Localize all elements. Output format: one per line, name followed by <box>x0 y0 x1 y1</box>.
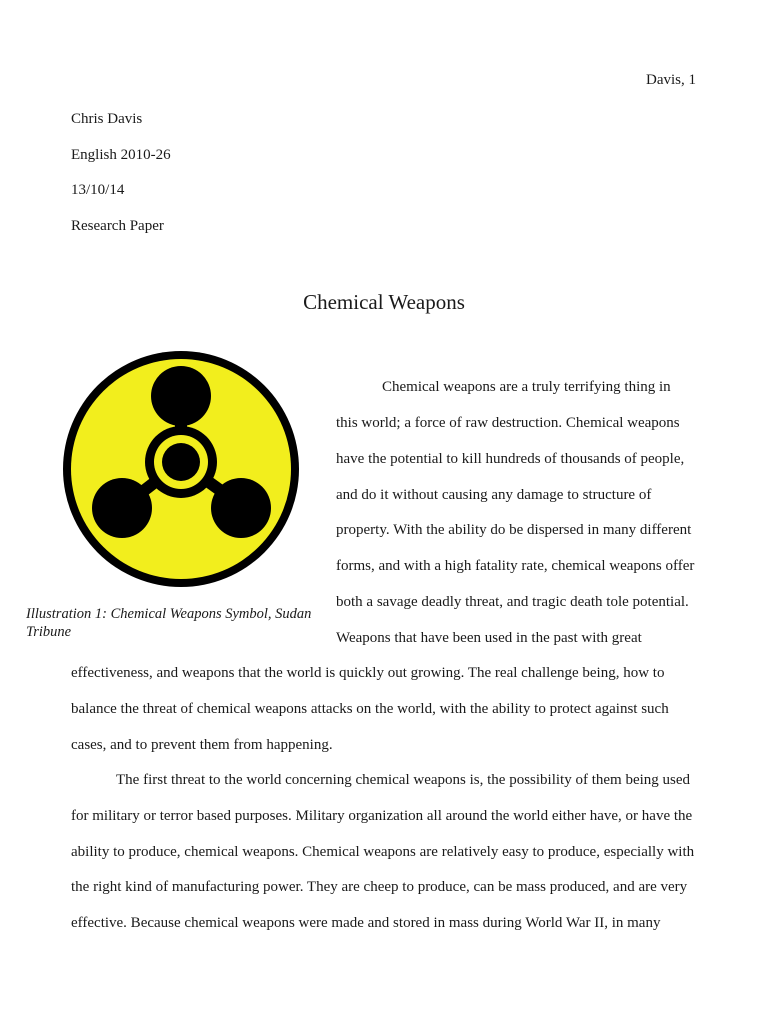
paragraph-line: for military or terror based purposes. Military organization all around the world either have, or have the <box>71 808 693 824</box>
date: 13/10/14 <box>71 182 125 198</box>
paragraph-line: effective. Because chemical weapons were made and stored in mass during World War II, in many <box>71 915 661 931</box>
paragraph-line: balance the threat of chemical weapons attacks on the world, with the ability to protect against such <box>71 701 669 717</box>
paragraph-line: Weapons that have been used in the past with great <box>336 630 642 646</box>
paragraph-line: The first threat to the world concerning chemical weapons is, the possibility of them being used <box>116 772 691 788</box>
author-name: Chris Davis <box>71 111 143 127</box>
page-number: Davis, 1 <box>646 72 696 88</box>
paragraph-line: cases, and to prevent them from happening. <box>71 737 333 753</box>
page-title: Chemical Weapons <box>303 290 465 314</box>
paragraph-line: Chemical weapons are a truly terrifying thing in <box>382 379 671 395</box>
paragraph-line: the right kind of manufacturing power. They are cheep to produce, can be mass produced, and are very <box>71 879 688 895</box>
course-name: English 2010-26 <box>71 147 171 163</box>
chemical-weapons-symbol-icon <box>62 346 300 592</box>
assignment-type: Research Paper <box>71 218 164 234</box>
paragraph-line: effectiveness, and weapons that the world is quickly out growing. The real challenge being, how to <box>71 665 665 681</box>
paragraph-line: have the potential to kill hundreds of thousands of people, <box>336 451 685 467</box>
paragraph-line: property. With the ability do be dispersed in many different <box>336 522 692 538</box>
paragraph-line: ability to produce, chemical weapons. Chemical weapons are relatively easy to produce, especially with <box>71 844 695 860</box>
paragraph-line: this world; a force of raw destruction. Chemical weapons <box>336 415 680 431</box>
paragraph-line: forms, and with a high fatality rate, chemical weapons offer <box>336 558 695 574</box>
paragraph-line: and do it without causing any damage to structure of <box>336 487 652 503</box>
paragraph-line: both a savage deadly threat, and tragic death tole potential. <box>336 594 689 610</box>
figure-caption: Illustration 1: Chemical Weapons Symbol, Sudan Tribune <box>26 606 312 640</box>
